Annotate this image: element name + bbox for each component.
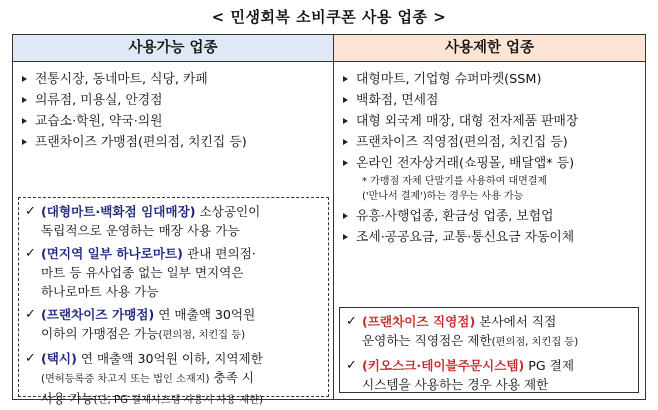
allowed-header: 사용가능 업종 xyxy=(13,35,333,62)
restricted-list xyxy=(342,69,640,248)
triangle-bullet-icon xyxy=(343,160,348,166)
footnote: * 가맹점 자체 단말기를 사용하여 대면결제 xyxy=(362,176,548,187)
allowed-item: 프랜차이즈 가맹점(편의점, 치킨집 등) xyxy=(21,132,326,153)
restricted-item: 백화점, 면세점 xyxy=(342,90,640,111)
triangle-bullet-icon xyxy=(343,139,348,145)
footnote: ('만나서 결제')하는 경우는 사용 가능 xyxy=(362,191,524,202)
exception-item: ✓ (면지역 일부 하나로마트) 관내 편의점· 마트 등 유사업종 없는 일부 면지역은 하나로마트 사용 가능 xyxy=(25,246,256,299)
allowed-exceptions-box xyxy=(18,197,329,406)
triangle-bullet-icon xyxy=(22,118,27,124)
restricted-item: 조세·공공요금, 교통·통신요금 자동이체 xyxy=(342,227,640,248)
exception-item: ✓ (프랜차이즈 직영점) 본사에서 직접 운영하는 직영점은 제한(편의점, 치킨집 등) xyxy=(346,314,579,348)
exception-item: ✓ (키오스크·테이블주문시스템) PG 결제 시스템을 사용하는 경우 사용 제한 xyxy=(346,358,574,392)
triangle-bullet-icon xyxy=(343,118,348,124)
coupon-usage-table xyxy=(12,34,646,406)
check-icon: ✓ xyxy=(25,351,36,366)
restricted-item: 대형 외국계 매장, 대형 전자제품 판매장 xyxy=(342,111,640,132)
exception-item: ✓ (프랜차이즈 가맹점) 연 매출액 30억원 이하의 가맹점은 가능(편의점, 치킨집 등) xyxy=(25,307,256,341)
check-icon: ✓ xyxy=(346,314,357,329)
triangle-bullet-icon xyxy=(343,213,348,219)
exception-item: ✓ (대형마트·백화점 임대매장) 소상공인이 독립적으로 운영하는 매장 사용 가능 xyxy=(25,204,261,238)
triangle-bullet-icon xyxy=(343,97,348,103)
restricted-item: 유흥·사행업종, 환금성 업종, 보험업 xyxy=(342,206,640,227)
check-icon: ✓ xyxy=(25,246,36,261)
restricted-exceptions-box xyxy=(339,307,639,393)
triangle-bullet-icon xyxy=(22,76,27,82)
allowed-item: 의류점, 미용실, 안경점 xyxy=(21,90,326,111)
allowed-list xyxy=(21,69,326,153)
triangle-bullet-icon xyxy=(22,139,27,145)
exception-item: ✓ (택시) 연 매출액 30억원 이하, 지역제한 (면허등록증 차고지 또는 법인 소재지) 충족 시 사용 가능(단, PG 결제시스템 사용시 사용 제한) xyxy=(25,351,264,406)
triangle-bullet-icon xyxy=(22,97,27,103)
allowed-column xyxy=(13,35,334,406)
check-icon: ✓ xyxy=(346,358,357,373)
triangle-bullet-icon xyxy=(343,76,348,82)
triangle-bullet-icon xyxy=(343,234,348,240)
check-icon: ✓ xyxy=(25,204,36,219)
allowed-item: 전통시장, 동네마트, 식당, 카페 xyxy=(21,69,326,90)
restricted-item: 온라인 전자상거래(쇼핑몰, 배달앱* 등) xyxy=(342,153,640,174)
restricted-header: 사용제한 업종 xyxy=(334,35,645,62)
allowed-item: 교습소·학원, 약국·의원 xyxy=(21,111,326,132)
page-title: < 민생회복 소비쿠폰 사용 업종 > xyxy=(211,8,447,26)
restricted-item: 프랜차이즈 직영점(편의점, 치킨집 등) xyxy=(342,132,640,153)
restricted-item: 대형마트, 기업형 슈퍼마켓(SSM) xyxy=(342,69,640,90)
restricted-column xyxy=(334,35,645,399)
check-icon: ✓ xyxy=(25,307,36,322)
